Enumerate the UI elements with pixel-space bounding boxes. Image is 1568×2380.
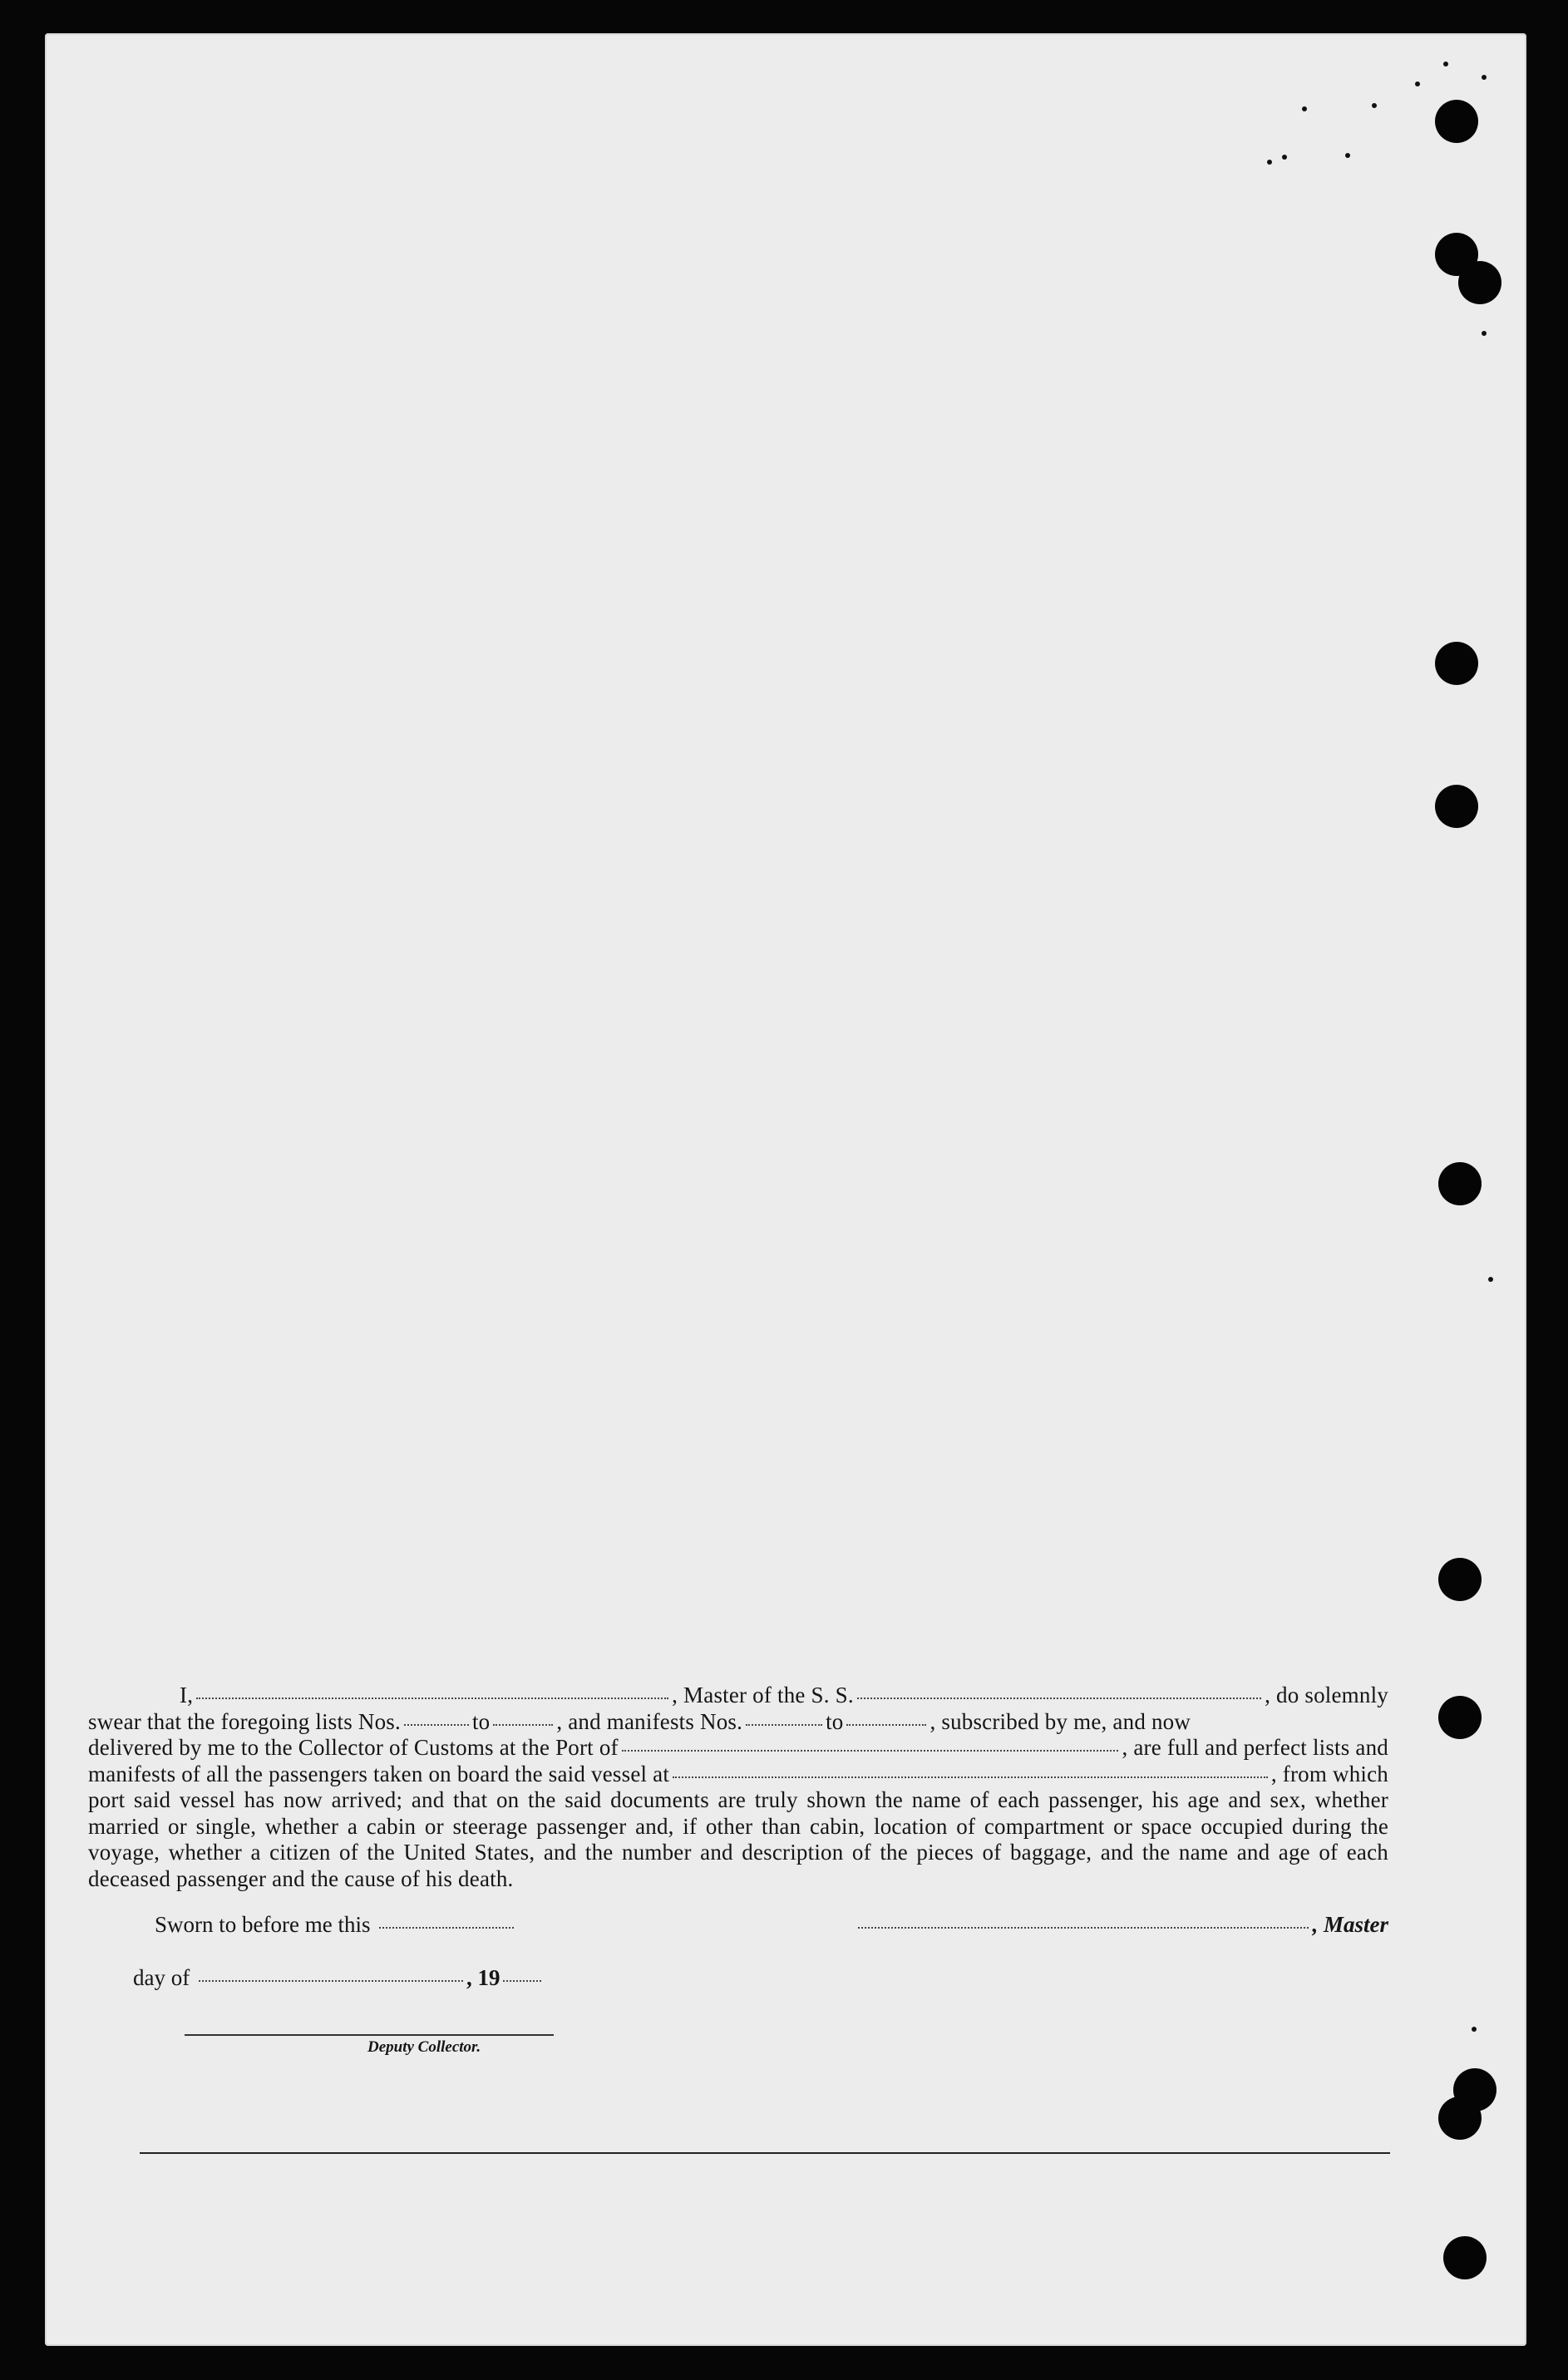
binder-hole xyxy=(1438,1558,1482,1601)
oath-line-3-end: , are full and perfect lists and xyxy=(1122,1735,1388,1760)
day-of-label: day of xyxy=(133,1965,190,1990)
month-blank[interactable] xyxy=(199,1980,463,1982)
oath-line-1-mid: , Master of the S. S. xyxy=(672,1683,854,1707)
oath-line-2-mid: , and manifests Nos. xyxy=(556,1708,743,1734)
oath-line-2-end: , subscribed by me, and now xyxy=(929,1708,1191,1734)
year-prefix: , 19 xyxy=(466,1965,500,1990)
lists-from-blank[interactable] xyxy=(404,1724,469,1726)
oath-line-2 xyxy=(88,1709,1388,1736)
master-signature xyxy=(855,1912,1388,1938)
sworn-left xyxy=(155,1912,517,1938)
manifests-to-blank[interactable] xyxy=(846,1724,926,1726)
paper-speck xyxy=(1372,103,1377,108)
day-of-row xyxy=(133,1965,545,1991)
binder-hole xyxy=(1438,1162,1482,1205)
oath-line-4 xyxy=(88,1762,1388,1788)
oath-line-2-start: swear that the foregoing lists Nos. xyxy=(88,1708,401,1734)
lists-to-blank[interactable] xyxy=(493,1724,553,1726)
binder-hole xyxy=(1443,2236,1487,2279)
paper-speck xyxy=(1282,155,1287,160)
paper-speck xyxy=(1415,81,1420,86)
paper-speck xyxy=(1443,62,1448,67)
paper-speck xyxy=(1482,331,1487,336)
departure-port-blank[interactable] xyxy=(673,1776,1268,1778)
binder-hole xyxy=(1438,1696,1482,1739)
binder-hole xyxy=(1435,642,1478,685)
manifests-from-blank[interactable] xyxy=(746,1724,822,1726)
paper-speck xyxy=(1267,160,1272,165)
oath-line-1 xyxy=(88,1683,1388,1709)
paper-speck xyxy=(1302,106,1307,111)
binder-hole xyxy=(1458,261,1501,304)
oath-line-2-to1: to xyxy=(471,1708,491,1734)
paper-speck xyxy=(1472,2027,1477,2032)
oath-line-1-end: , do solemnly xyxy=(1265,1683,1388,1707)
master-name-blank[interactable] xyxy=(196,1698,668,1699)
oath-line-4-end: , from which xyxy=(1270,1761,1388,1786)
oath-paragraph xyxy=(88,1683,1388,1892)
oath-line-1-start: I, xyxy=(180,1683,194,1707)
oath-line-2-to2: to xyxy=(826,1708,844,1734)
oath-body: port said vessel has now arrived; and that on the said documents are truly shown the name of each passenger, his age and sex, whether married or single, whether a cabin or steerage passenger and, if other than cabin, location of compartment or space occupied during the voyage, whether a citizen of the United States, and the number and description of the pieces of baggage, and the name and age of each deceased passenger and the cause of his death. xyxy=(88,1787,1388,1891)
oath-line-3-start: delivered by me to the Collector of Customs at the Port of xyxy=(88,1735,619,1760)
oath-line-4-start: manifests of all the passengers taken on board the said vessel at xyxy=(88,1761,670,1786)
vessel-name-blank[interactable] xyxy=(857,1698,1261,1699)
master-label: , Master xyxy=(1312,1912,1388,1937)
deputy-signature-line[interactable] xyxy=(185,2034,554,2036)
sworn-day-blank[interactable] xyxy=(379,1927,514,1929)
deputy-collector-label: Deputy Collector. xyxy=(367,2038,481,2056)
oath-line-3 xyxy=(88,1735,1388,1762)
document-sheet xyxy=(45,33,1526,2346)
binder-hole xyxy=(1435,100,1478,143)
binder-hole xyxy=(1435,785,1478,828)
sworn-label: Sworn to before me this xyxy=(155,1912,371,1937)
binder-hole xyxy=(1438,2097,1482,2140)
paper-speck xyxy=(1345,153,1350,158)
year-blank[interactable] xyxy=(503,1980,541,1982)
master-signature-blank[interactable] xyxy=(858,1927,1309,1929)
port-blank[interactable] xyxy=(622,1750,1119,1752)
paper-speck xyxy=(1488,1277,1493,1282)
paper-speck xyxy=(1482,75,1487,80)
bottom-rule xyxy=(140,2152,1390,2154)
